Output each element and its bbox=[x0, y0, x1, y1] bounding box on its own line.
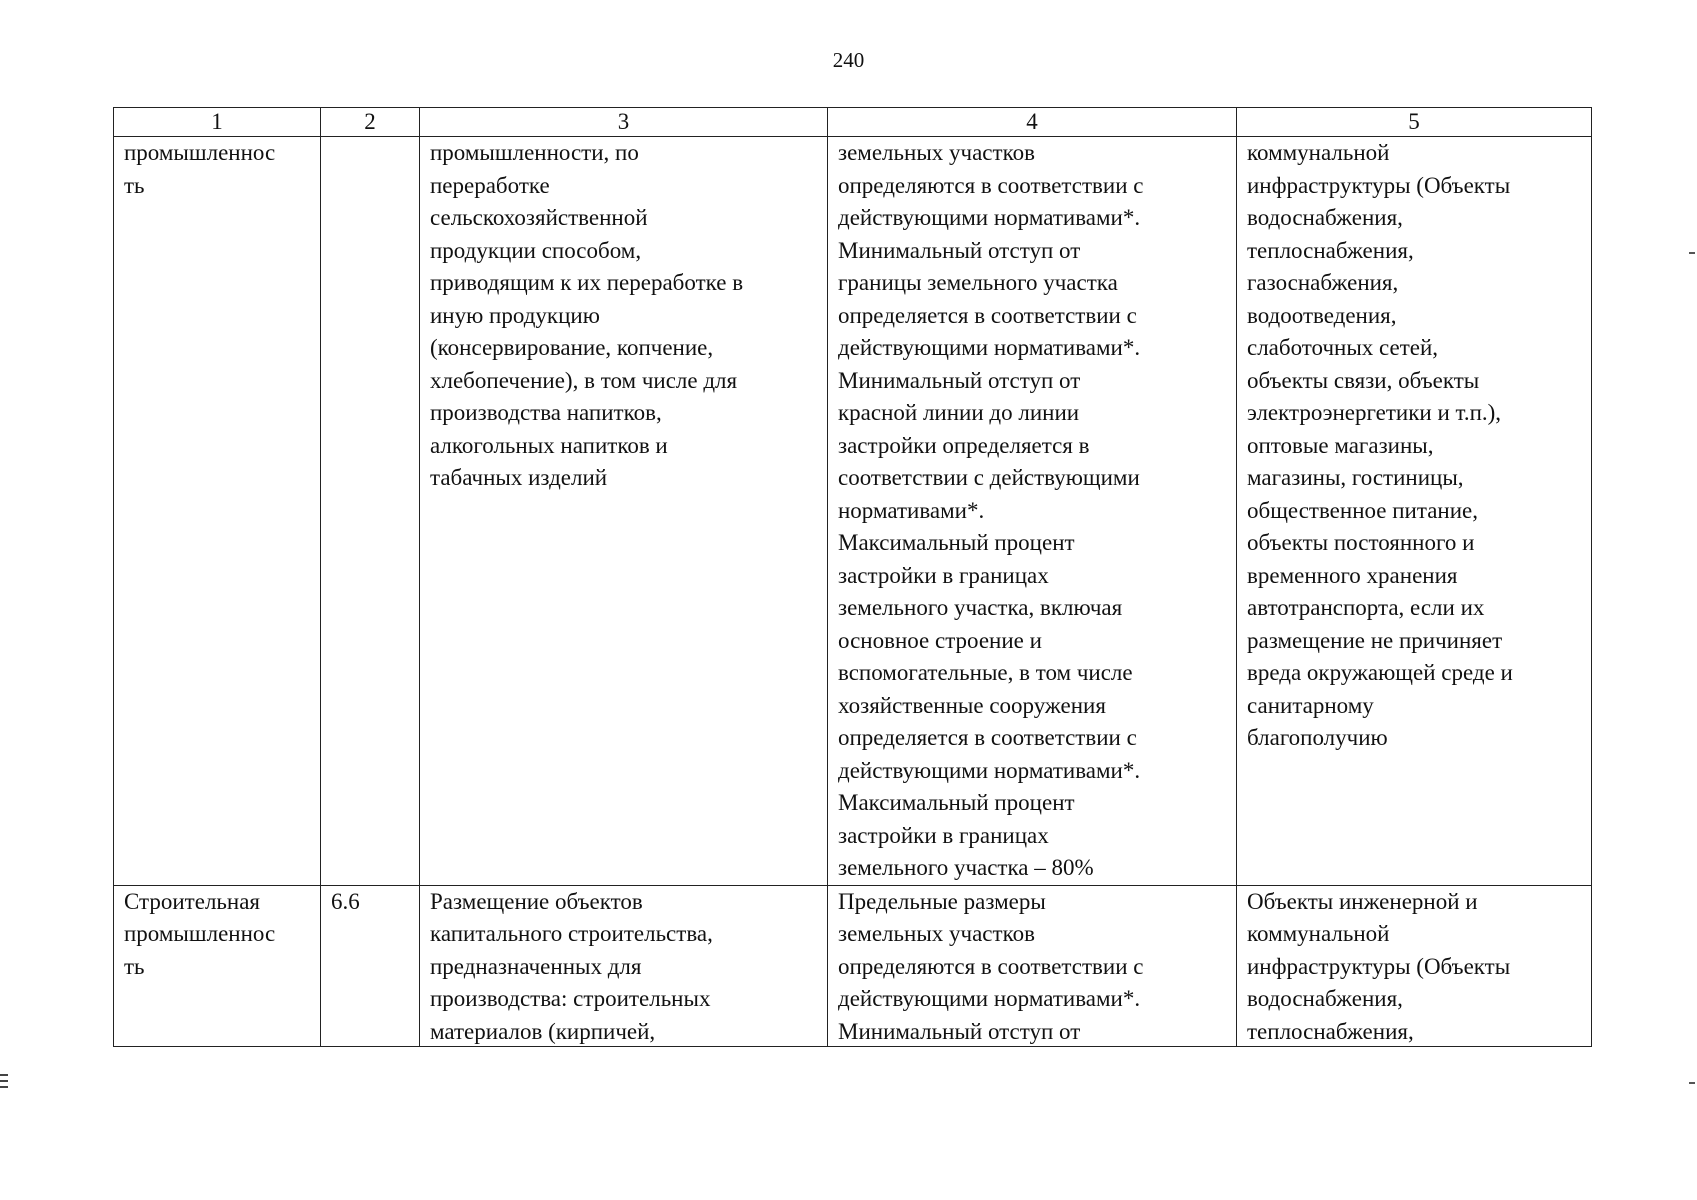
cell-description bbox=[420, 885, 828, 1046]
cell-description bbox=[420, 137, 828, 886]
scan-edge-mark bbox=[1689, 252, 1695, 254]
cell-parameters bbox=[828, 885, 1237, 1046]
cell-text: Строительная промышленнос ть bbox=[124, 888, 276, 979]
cell-use-name bbox=[114, 137, 321, 886]
cell-auxiliary-uses bbox=[1237, 885, 1592, 1046]
cell-text: 6.6 bbox=[331, 888, 360, 914]
regulation-table bbox=[113, 107, 1592, 1047]
table-header-row bbox=[114, 108, 1592, 137]
cell-parameters bbox=[828, 137, 1237, 886]
cell-code bbox=[321, 885, 420, 1046]
cell-use-name bbox=[114, 885, 321, 1046]
cell-code bbox=[321, 137, 420, 886]
header-col-1: 1 bbox=[114, 108, 321, 137]
table-row bbox=[114, 885, 1592, 1046]
scan-edge-mark bbox=[0, 1074, 8, 1088]
page-number: 240 bbox=[832, 48, 865, 72]
cell-text: промышленности, по переработке сельскохозяйственной продукции способом, приводящим к их переработке в иную продукцию (консервирование, копчение, хлебопечение), в том числе для производства напитков, алкогольных напитков и табачных изделий bbox=[430, 140, 744, 490]
cell-auxiliary-uses bbox=[1237, 137, 1592, 886]
header-col-4: 4 bbox=[828, 108, 1237, 137]
cell-text: Предельные размеры земельных участков определяются в соответствии с действующими нормативами*. Минимальный отступ от bbox=[838, 888, 1144, 1044]
cell-text: земельных участков определяются в соответствии с действующими нормативами*. Минимальный отступ от границы земельного участка определяется в соответствии с действующими нормативами*. Минимальный отступ от красной линии до линии застройки определяется в соответствии с действующими нормативами*. Максимальный процент застройки в границах земельного участка, включая основное строение и вспомогательные, в том числе хозяйственные сооружения определяется в соответствии с действующими нормативами*. Максимальный процент застройки в границах земельного участка – 80% bbox=[838, 140, 1144, 880]
header-col-5: 5 bbox=[1237, 108, 1592, 137]
table-row bbox=[114, 137, 1592, 886]
cell-text: коммунальной инфраструктуры (Объекты водоснабжения, теплоснабжения, газоснабжения, водоотведения, слаботочных сетей, объекты связи, объекты электроэнергетики и т.п.), оптовые магазины, магазины, гостиницы, общественное питание, объекты постоянного и временного хранения автотранспорта, если их размещение не причиняет вреда окружающей среде и санитарному благополучию bbox=[1247, 140, 1513, 750]
cell-text: Размещение объектов капитального строительства, предназначенных для производства: строительных материалов (кирпичей, bbox=[430, 888, 713, 1044]
cell-text: Объекты инженерной и коммунальной инфраструктуры (Объекты водоснабжения, теплоснабжения, bbox=[1247, 888, 1511, 1044]
scan-edge-mark bbox=[1689, 1082, 1695, 1084]
cell-text: промышленнос ть bbox=[124, 140, 276, 198]
header-col-3: 3 bbox=[420, 108, 828, 137]
header-col-2: 2 bbox=[321, 108, 420, 137]
